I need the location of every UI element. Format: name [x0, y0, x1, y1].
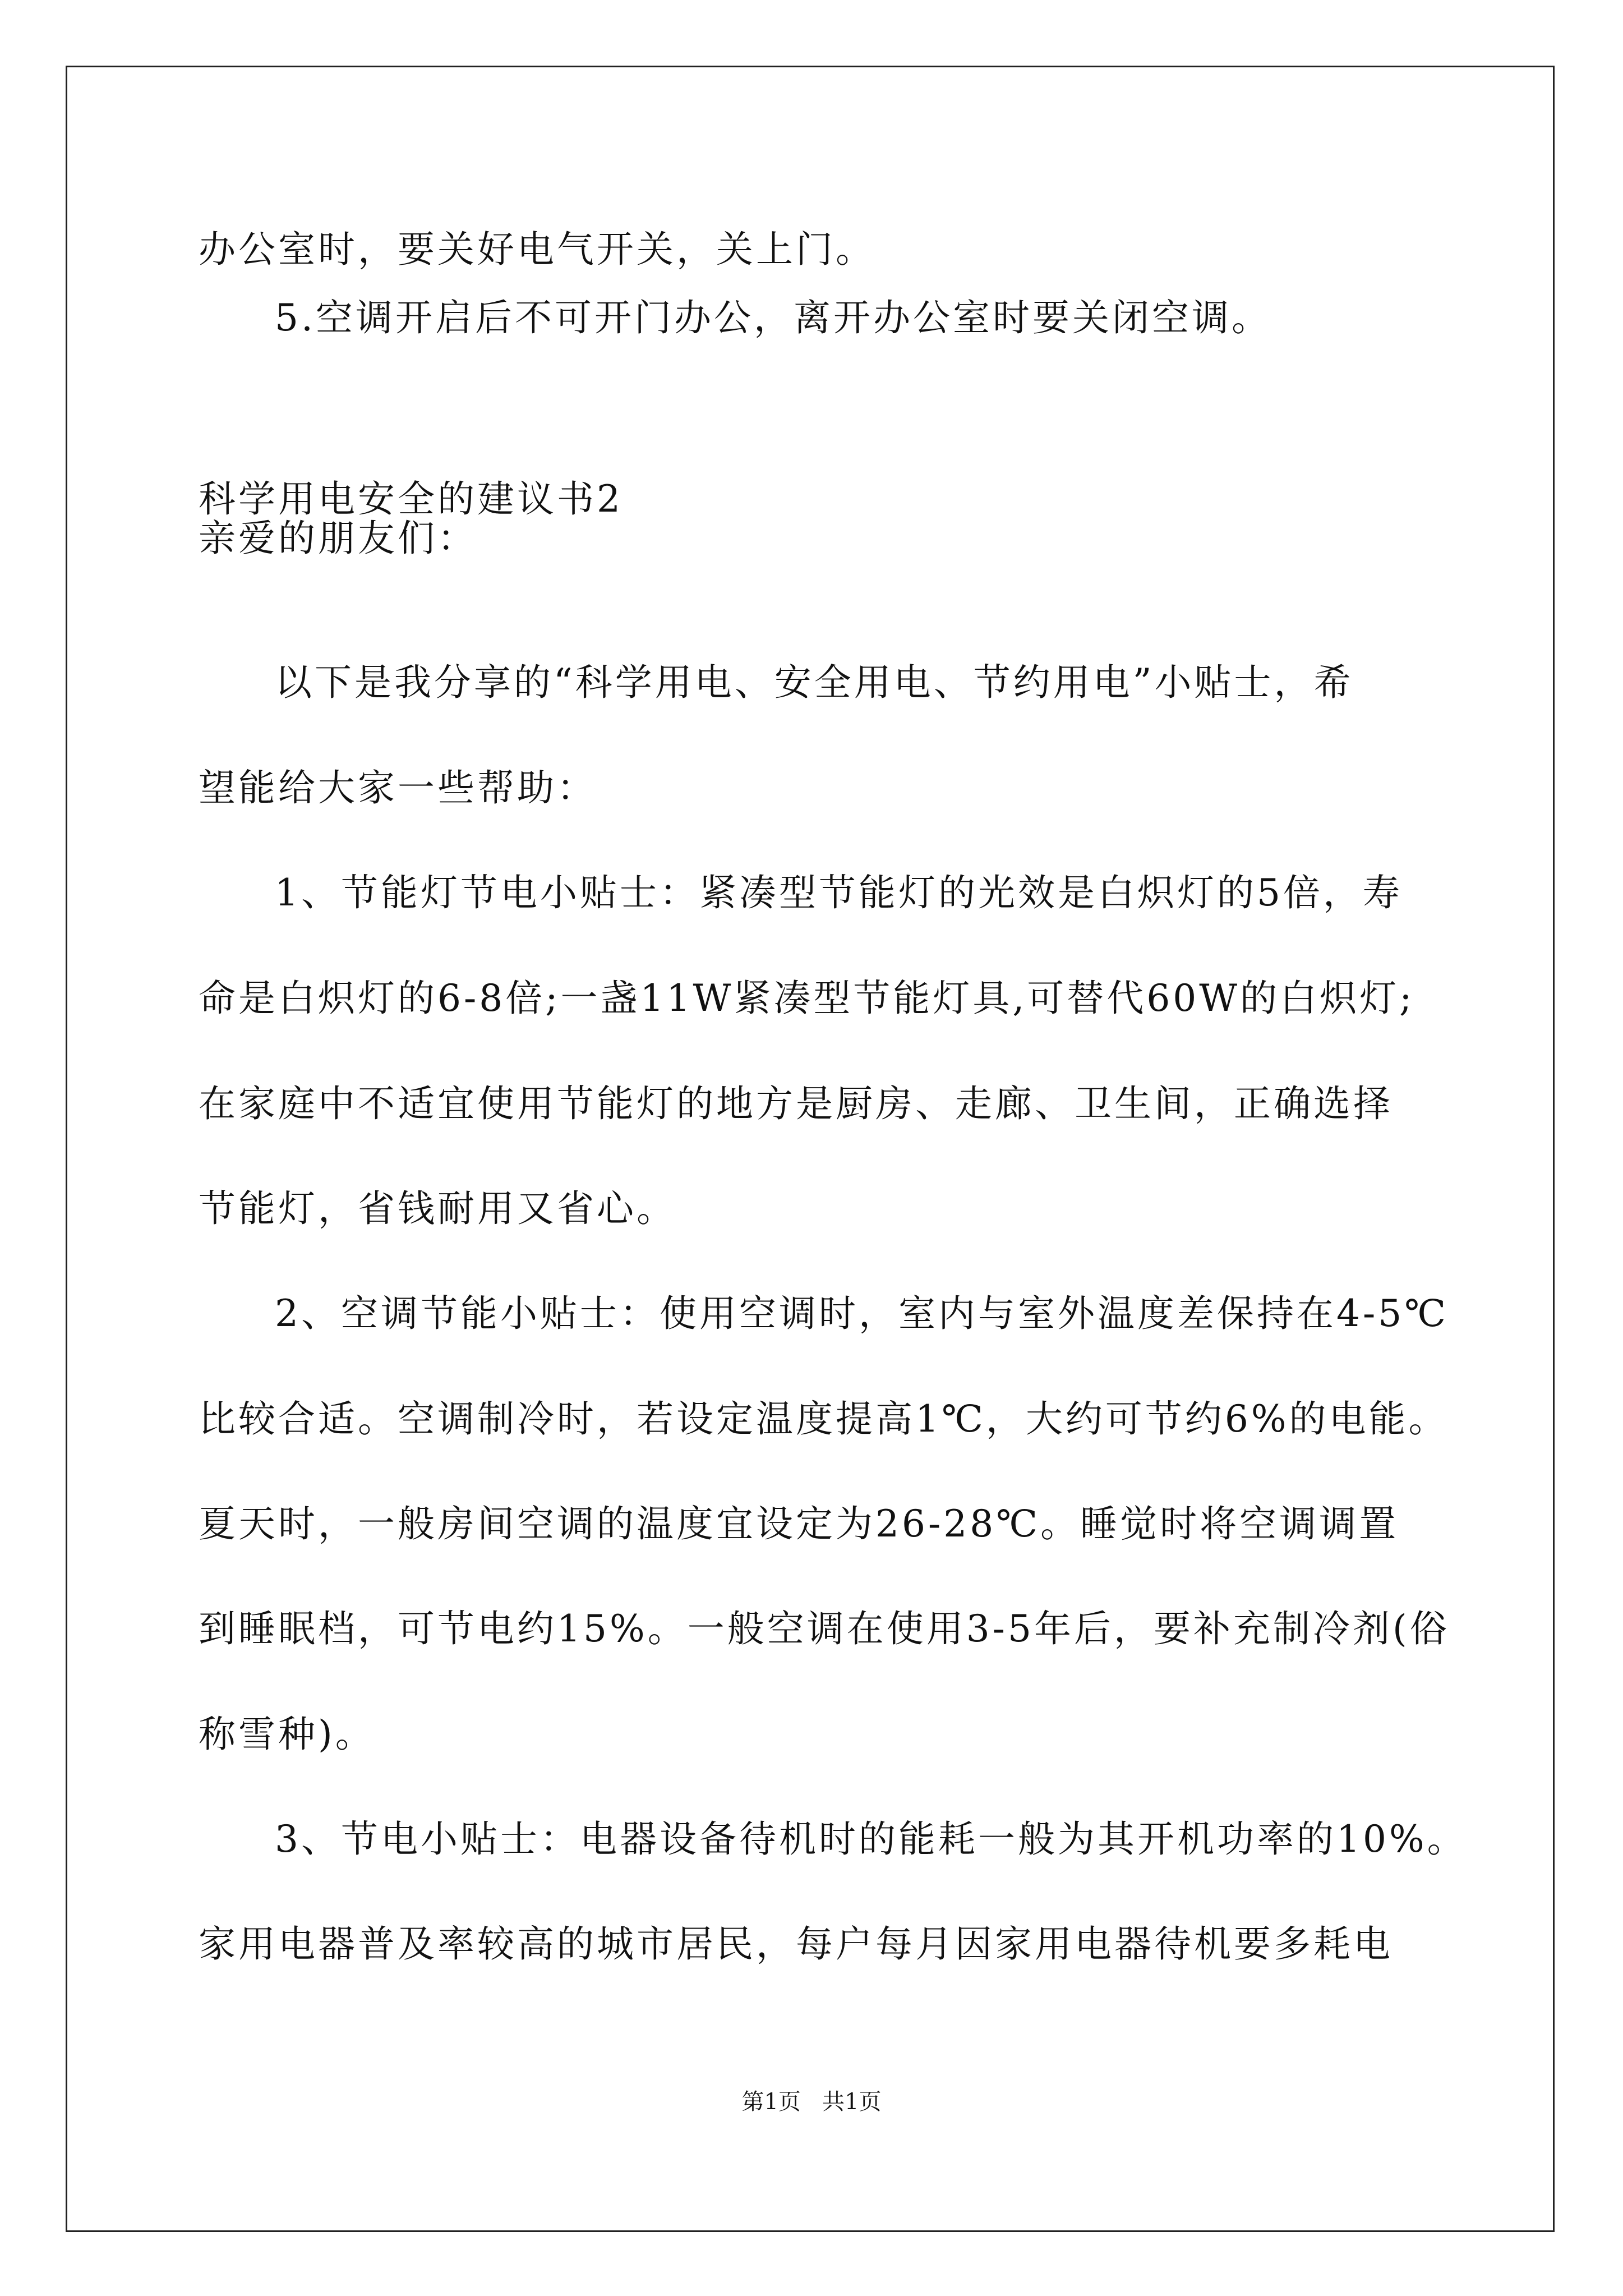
text-line: 称雪种)。	[199, 1713, 375, 1756]
text-line: 2、空调节能小贴士：使用空调时，室内与室外温度差保持在4-5℃	[275, 1292, 1449, 1335]
text-line: 办公室时，要关好电气开关，关上门。	[199, 228, 875, 271]
text-line: 望能给大家一些帮助：	[199, 766, 597, 809]
text-line: 到睡眠档，可节电约15%。一般空调在使用3-5年后，要补充制冷剂(俗	[199, 1607, 1450, 1650]
page-footer: 第1页 共1页	[741, 2089, 882, 2115]
text-line: 以下是我分享的“科学用电、安全用电、节约用电”小贴士，希	[275, 661, 1354, 704]
text-line: 比较合适。空调制冷时，若设定温度提高1℃，大约可节约6%的电能。	[199, 1397, 1449, 1441]
page-border	[66, 66, 1555, 2232]
section-heading: 科学用电安全的建议书2	[199, 477, 623, 521]
text-line: 在家庭中不适宜使用节能灯的地方是厨房、走廊、卫生间，正确选择	[199, 1082, 1393, 1125]
text-line: 命是白炽灯的6-8倍;一盏11W紧凑型节能灯具,可替代60W的白炽灯;	[199, 977, 1415, 1020]
text-line: 家用电器普及率较高的城市居民，每户每月因家用电器待机要多耗电	[199, 1922, 1393, 1966]
text-line: 5.空调开启后不可开门办公，离开办公室时要关闭空调。	[275, 296, 1271, 339]
text-line: 1、节能灯节电小贴士：紧凑型节能灯的光效是白炽灯的5倍，寿	[275, 871, 1403, 914]
salutation: 亲爱的朋友们：	[199, 517, 477, 560]
text-line: 3、节电小贴士：电器设备待机时的能耗一般为其开机功率的10%。	[275, 1818, 1467, 1861]
text-line: 夏天时，一般房间空调的温度宜设定为26-28℃。睡觉时将空调调置	[199, 1502, 1399, 1545]
text-line: 节能灯，省钱耐用又省心。	[199, 1187, 676, 1230]
